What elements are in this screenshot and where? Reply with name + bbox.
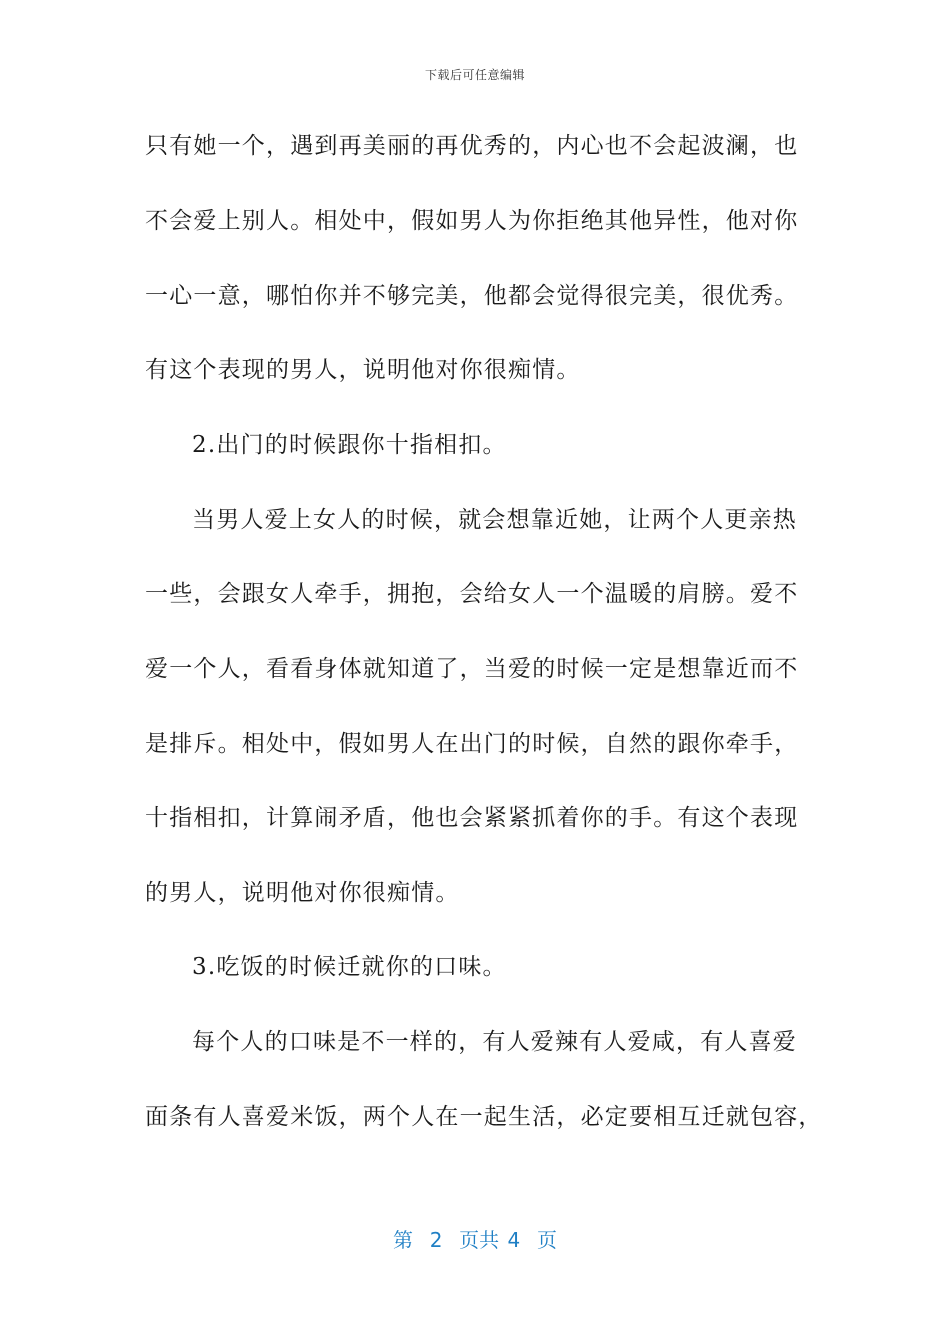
paragraph-line: 一心一意，哪怕你并不够完美，他都会觉得很完美，很优秀。 [145,283,799,309]
page-number-text: 第 2 页共 4 页 [393,1228,557,1252]
paragraph-line: 只有她一个，遇到再美丽的再优秀的，内心也不会起波澜，也 [145,133,799,159]
paragraph-line: 十指相扣，计算闹矛盾，他也会紧紧抓着你的手。有这个表现 [145,805,799,831]
paragraph-line: 当男人爱上女人的时候，就会想靠近她，让两个人更亲热 [192,507,797,533]
paragraph-line: 面条有人喜爱米饭，两个人在一起生活，必定要相互迁就包容， [145,1104,823,1130]
page-number-footer [0,1224,950,1253]
paragraph-line: 一些，会跟女人牵手，拥抱，会给女人一个温暖的肩膀。爱不 [145,581,799,607]
paragraph-line: 爱一个人，看看身体就知道了，当爱的时候一定是想靠近而不 [145,656,799,682]
paragraph-line: 的男人，说明他对你很痴情。 [145,880,460,906]
page-header: 下载后可任意编辑 [424,68,525,82]
paragraph-line: 有这个表现的男人，说明他对你很痴情。 [145,357,581,383]
paragraph-line: 不会爱上别人。相处中，假如男人为你拒绝其他异性，他对你 [145,208,799,234]
section-heading: 3.吃饭的时候迁就你的口味。 [192,954,507,980]
paragraph-line: 每个人的口味是不一样的，有人爱辣有人爱咸，有人喜爱 [192,1029,797,1055]
section-heading: 2.出门的时候跟你十指相扣。 [192,432,507,458]
paragraph-line: 是排斥。相处中，假如男人在出门的时候，自然的跟你牵手， [145,731,799,757]
